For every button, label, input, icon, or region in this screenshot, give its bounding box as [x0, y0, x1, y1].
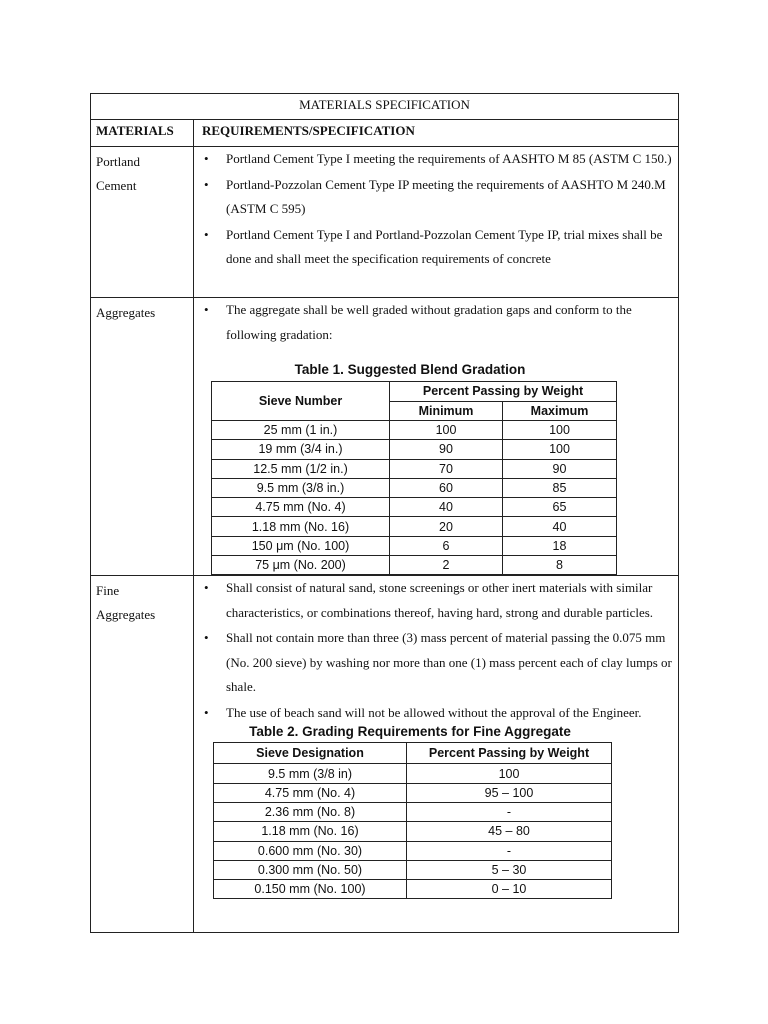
table-cell: 4.75 mm (No. 4) [212, 498, 390, 517]
table-cell: 0.150 mm (No. 100) [214, 880, 407, 899]
table-cell: 19 mm (3/4 in.) [212, 440, 390, 459]
table1-gradation [211, 381, 617, 575]
table-row [212, 421, 617, 440]
bullet-item: • Shall not contain more than three (3) mass percent of material passing the 0.075 mm (No. 200 sieve) by washing nor more than one (1) mass percent each of clay lumps or shale. [202, 626, 678, 700]
table-cell: 4.75 mm (No. 4) [214, 783, 407, 802]
table-cell: 0.600 mm (No. 30) [214, 841, 407, 860]
spec-title: MATERIALS SPECIFICATION [91, 94, 679, 120]
table-cell: 95 – 100 [407, 783, 612, 802]
table-row [212, 498, 617, 517]
table-cell: 18 [503, 536, 617, 555]
table-cell: 9.5 mm (3/8 in) [214, 764, 407, 783]
table-cell: 60 [390, 478, 503, 497]
table-cell: 0 – 10 [407, 880, 612, 899]
table-cell: 90 [390, 440, 503, 459]
table-cell: 2 [390, 556, 503, 575]
table2-title: Table 2. Grading Requirements for Fine Aggregate [249, 724, 571, 740]
table-cell: 5 – 30 [407, 860, 612, 879]
bullet-item: • Portland-Pozzolan Cement Type IP meeting the requirements of AASHTO M 240.M (ASTM C 595) [202, 173, 678, 222]
table-cell: 90 [503, 459, 617, 478]
bullet-item: • Shall consist of natural sand, stone screenings or other inert materials with similar characteristics, or combinations thereof, having hard, strong and durable particles. [202, 576, 678, 625]
table-cell: - [407, 841, 612, 860]
material-name-aggregates [91, 298, 194, 576]
table-cell: 100 [390, 421, 503, 440]
requirements-fine [194, 576, 679, 933]
table-cell: 65 [503, 498, 617, 517]
row-portland-cement [91, 147, 679, 298]
table-cell: 8 [503, 556, 617, 575]
table-cell: 85 [503, 478, 617, 497]
header-requirements: REQUIREMENTS/SPECIFICATION [194, 120, 679, 147]
table-row [214, 822, 612, 841]
table-row [212, 517, 617, 536]
table-cell: 20 [390, 517, 503, 536]
table-cell: 25 mm (1 in.) [212, 421, 390, 440]
materials-spec-table [90, 93, 679, 933]
table-cell: 40 [503, 517, 617, 536]
material-name-line: Cement [96, 178, 137, 193]
table-cell: 9.5 mm (3/8 in.) [212, 478, 390, 497]
table2-block [210, 724, 610, 899]
material-name-line: Aggregates [96, 305, 156, 320]
material-name-line: Fine [96, 583, 120, 599]
row-aggregates [91, 298, 679, 576]
table-row [212, 478, 617, 497]
row-fine-aggregates [91, 576, 679, 933]
table-cell: 40 [390, 498, 503, 517]
header-row [91, 120, 679, 147]
table-cell: 150 μm (No. 100) [212, 536, 390, 555]
requirements-aggregates [194, 298, 679, 576]
table-row [214, 841, 612, 860]
table-cell: 100 [503, 421, 617, 440]
table-cell: 12.5 mm (1/2 in.) [212, 459, 390, 478]
table-cell: 75 μm (No. 200) [212, 556, 390, 575]
table-cell: 70 [390, 459, 503, 478]
table-row [214, 802, 612, 821]
table-cell: 45 – 80 [407, 822, 612, 841]
bullet-item: • Portland Cement Type I meeting the requirements of AASHTO M 85 (ASTM C 150.) [202, 147, 678, 172]
table1-title: Table 1. Suggested Blend Gradation [294, 362, 526, 377]
table-cell: 0.300 mm (No. 50) [214, 860, 407, 879]
header-materials: MATERIALS [91, 120, 194, 147]
table-cell: 6 [390, 536, 503, 555]
table1-col-min: Minimum [390, 401, 503, 421]
material-name-line: Portland [96, 154, 141, 169]
table-cell: 1.18 mm (No. 16) [214, 822, 407, 841]
table1-block [210, 362, 610, 575]
bullet-item: • Portland Cement Type I and Portland-Pozzolan Cement Type IP, trial mixes shall be done and shall meet the specification requirements of concrete [202, 223, 678, 272]
requirements-portland [194, 147, 679, 298]
table2-col-sieve: Sieve Designation [214, 743, 407, 764]
table-row [212, 536, 617, 555]
table-row [212, 556, 617, 575]
table-cell: 2.36 mm (No. 8) [214, 802, 407, 821]
table-row [214, 880, 612, 899]
table-cell: 100 [407, 764, 612, 783]
table2-col-percent: Percent Passing by Weight [407, 743, 612, 764]
table-row [212, 459, 617, 478]
table1-col-max: Maximum [503, 401, 617, 421]
material-name-fine [91, 576, 194, 933]
table-cell: 1.18 mm (No. 16) [212, 517, 390, 536]
table-cell: - [407, 802, 612, 821]
table1-col-sieve: Sieve Number [212, 382, 390, 421]
table-cell: 100 [503, 440, 617, 459]
material-name-portland [91, 147, 194, 298]
material-name-line: Aggregates [96, 607, 156, 623]
table-row [214, 860, 612, 879]
table-row [214, 783, 612, 802]
table-row [214, 764, 612, 783]
table-row [212, 440, 617, 459]
table1-col-percent: Percent Passing by Weight [390, 382, 617, 402]
bullet-item: • The aggregate shall be well graded without gradation gaps and conform to the following gradation: [202, 298, 678, 347]
table2-grading [213, 742, 612, 899]
bullet-item: • The use of beach sand will not be allowed without the approval of the Engineer. [202, 701, 678, 726]
